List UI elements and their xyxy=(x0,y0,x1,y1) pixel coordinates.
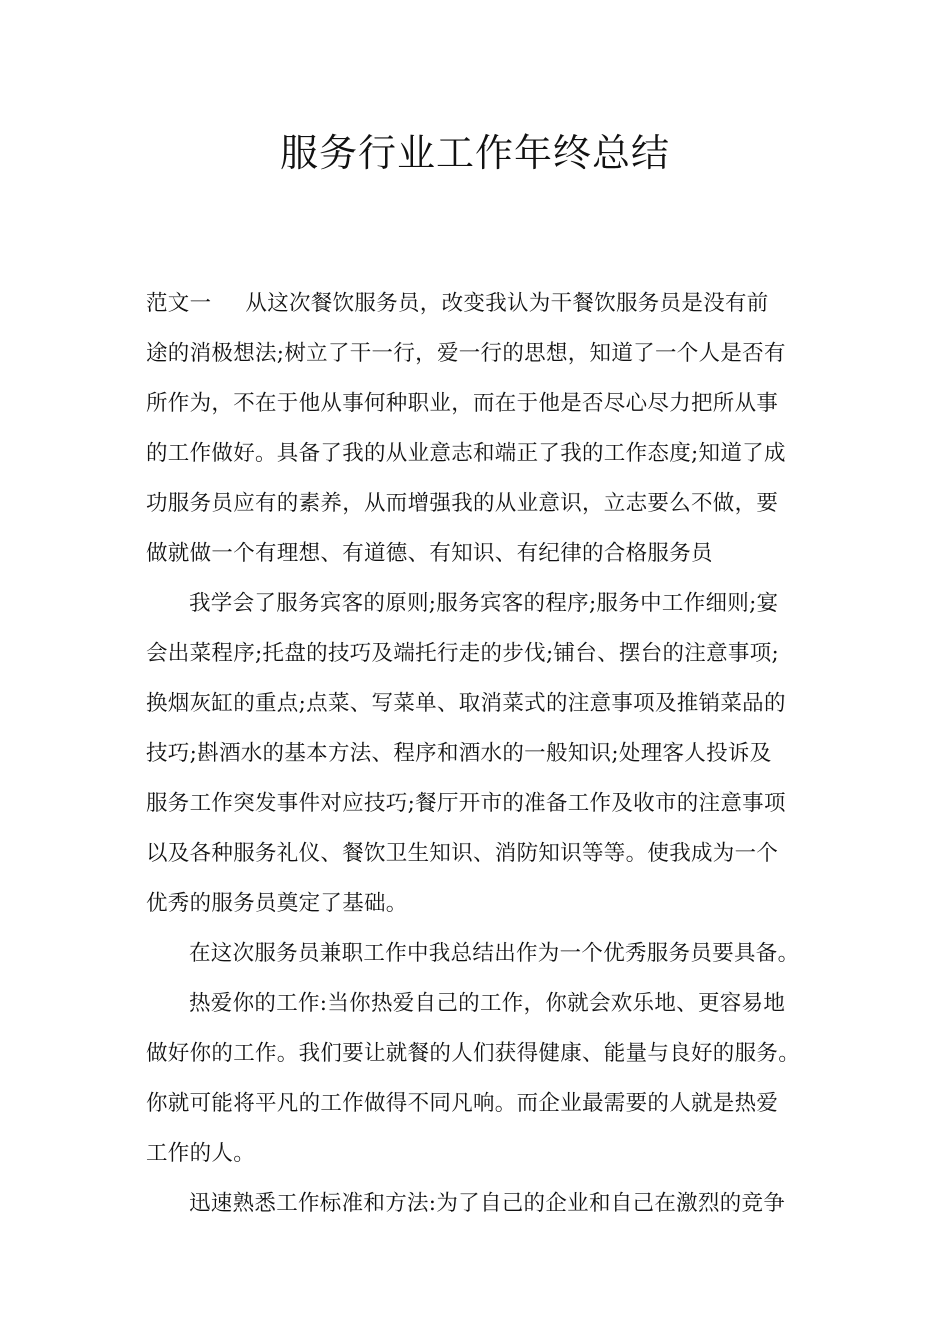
text-line: 做好你的工作。我们要让就餐的人们获得健康、能量与良好的服务。 xyxy=(146,1041,801,1066)
text-line-content: 从这次餐饮服务员，改变我认为干餐饮服务员是没有前 xyxy=(245,291,769,316)
text-line: 我学会了服务宾客的原则;服务宾客的程序;服务中工作细则;宴 xyxy=(189,591,779,616)
text-line: 你就可能将平凡的工作做得不同凡响。而企业最需要的人就是热爱 xyxy=(146,1091,779,1116)
text-line: 技巧;斟酒水的基本方法、程序和酒水的一般知识;处理客人投诉及 xyxy=(146,741,772,766)
text-line: 的工作做好。具备了我的从业意志和端正了我的工作态度;知道了成 xyxy=(146,441,786,466)
text-line: 途的消极想法;树立了干一行，爱一行的思想，知道了一个人是否有 xyxy=(146,341,786,366)
text-line: 会出菜程序;托盘的技巧及端托行走的步伐;铺台、摆台的注意事项; xyxy=(146,641,780,666)
text-line: 服务工作突发事件对应技巧;餐厅开市的准备工作及收市的注意事项 xyxy=(146,791,786,816)
text-line: 在这次服务员兼职工作中我总结出作为一个优秀服务员要具备。 xyxy=(189,941,800,966)
text-line: 换烟灰缸的重点;点菜、写菜单、取消菜式的注意事项及推销菜品的 xyxy=(146,691,786,716)
document-body xyxy=(146,279,816,1229)
document-title: 服务行业工作年终总结 xyxy=(279,131,670,175)
text-line: 工作的人。 xyxy=(146,1141,256,1166)
text-line: 迅速熟悉工作标准和方法:为了自己的企业和自己在激烈的竞争 xyxy=(189,1191,786,1216)
text-line: 以及各种服务礼仪、餐饮卫生知识、消防知识等等。使我成为一个 xyxy=(146,841,779,866)
text-line xyxy=(146,279,816,329)
text-line: 功服务员应有的素养，从而增强我的从业意识，立志要么不做，要 xyxy=(146,491,779,516)
text-line: 热爱你的工作:当你热爱自己的工作，你就会欢乐地、更容易地 xyxy=(189,991,786,1016)
text-line: 做就做一个有理想、有道德、有知识、有纪律的合格服务员 xyxy=(146,541,713,566)
section-label: 范文一 xyxy=(146,291,212,316)
text-line: 所作为，不在于他从事何种职业，而在于他是否尽心尽力把所从事 xyxy=(146,391,779,416)
text-line: 优秀的服务员奠定了基础。 xyxy=(146,891,408,916)
